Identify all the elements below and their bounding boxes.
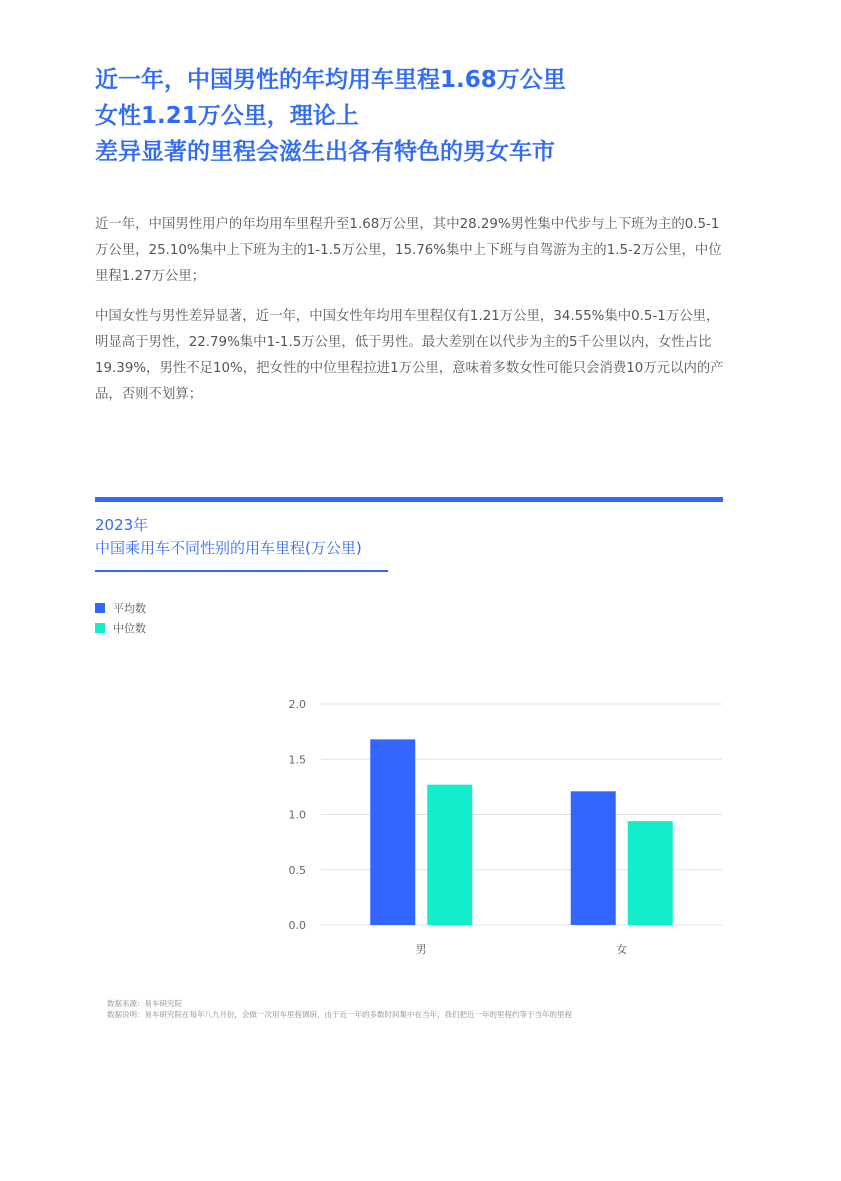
legend-label-median: 中位数 (113, 622, 146, 635)
bar-average-0 (370, 739, 415, 925)
y-tick-label-2: 1.0 (288, 808, 306, 822)
footnote-note: 数据说明：易车研究院在每年八九月份，会做一次用车里程调研，由于近一年的多数时间集中在当年，我们把近一年的里程约等于当年的里程 (107, 1010, 572, 1019)
chart-title: 中国乘用车不同性别的用车里程(万公里) (95, 539, 362, 557)
bar-average-1 (571, 791, 616, 925)
headline-line-1: 近一年，中国男性的年均用车里程1.68万公里 (95, 67, 566, 93)
x-tick-label-0: 男 (415, 943, 427, 956)
y-tick-label-3: 1.5 (288, 753, 306, 767)
y-tick-label-0: 0.0 (288, 919, 306, 932)
y-tick-label-1: 0.5 (288, 863, 306, 877)
chart-year: 2023年 (95, 516, 149, 534)
bar-median-1 (628, 821, 673, 925)
bar-median-0 (427, 785, 472, 925)
x-tick-label-1: 女 (616, 943, 628, 956)
legend-label-average: 平均数 (113, 602, 146, 615)
paragraph-female: 中国女性与男性差异显著，近一年，中国女性年均用车里程仅有1.21万公里，34.55%集中0.5-1万公里，明显高于男性，22.79%集中1-1.5万公里，低于男性。最大差别在以代步为主的5千公里以内，女性占比19.39%，男性不足10%，把女性的中位里程拉进1万公里，意味着多数女性可能只会消费10万元以内的产品，否则不划算； (95, 309, 724, 402)
headline-line-2: 女性1.21万公里，理论上 (95, 103, 359, 129)
y-tick-label-4: 2.0 (288, 698, 306, 711)
headline-line-3: 差异显著的里程会滋生出各有特色的男女车市 (95, 139, 555, 165)
footnote-source: 数据来源：易车研究院 (107, 999, 182, 1008)
paragraph-male: 近一年，中国男性用户的年均用车里程升至1.68万公里，其中28.29%男性集中代步与上下班为主的0.5-1万公里，25.10%集中上下班为主的1-1.5万公里，15.76%集中上下班与自驾游为主的1.5-2万公里，中位里程1.27万公里； (95, 217, 722, 284)
